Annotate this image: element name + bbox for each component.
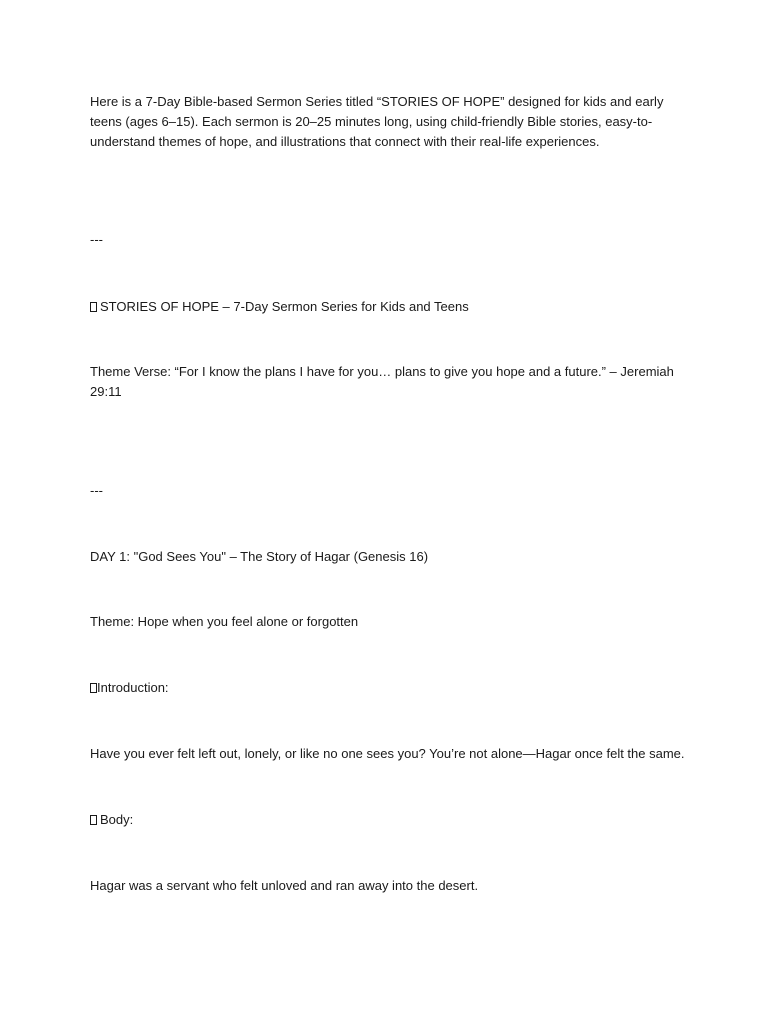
missing-glyph-icon: [90, 302, 97, 312]
day1-introduction-heading-line: [90, 678, 690, 698]
separator: ---: [90, 232, 103, 247]
theme-verse: Theme Verse: “For I know the plans I have for you… plans to give you hope and a future.” – Jeremiah 29:11: [90, 364, 674, 399]
day1-theme: Theme: Hope when you feel alone or forgotten: [90, 614, 359, 629]
missing-glyph-icon: [90, 815, 97, 825]
day1-body-heading-line: [90, 810, 690, 830]
day1-body-heading: Body:: [100, 812, 134, 827]
day1-body-text: Hagar was a servant who felt unloved and ran away into the desert.: [90, 878, 479, 893]
day1-introduction-heading: Introduction:: [97, 680, 169, 695]
separator: ---: [90, 483, 103, 498]
series-title-line: [90, 297, 690, 317]
day1-heading: DAY 1: "God Sees You" – The Story of Hagar (Genesis 16): [90, 549, 429, 564]
day1-introduction-text: Have you ever felt left out, lonely, or like no one sees you? You’re not alone—Hagar once felt the same.: [90, 746, 685, 761]
missing-glyph-icon: [90, 683, 97, 693]
intro-paragraph: Here is a 7-Day Bible-based Sermon Series titled “STORIES OF HOPE” designed for kids and early teens (ages 6–15). Each sermon is 20–25 minutes long, using child-friendly Bible stories, easy-to-understand themes of hope, and illustrations that connect with their real-life experiences.: [90, 94, 664, 149]
series-title: STORIES OF HOPE – 7-Day Sermon Series for Kids and Teens: [100, 299, 469, 314]
